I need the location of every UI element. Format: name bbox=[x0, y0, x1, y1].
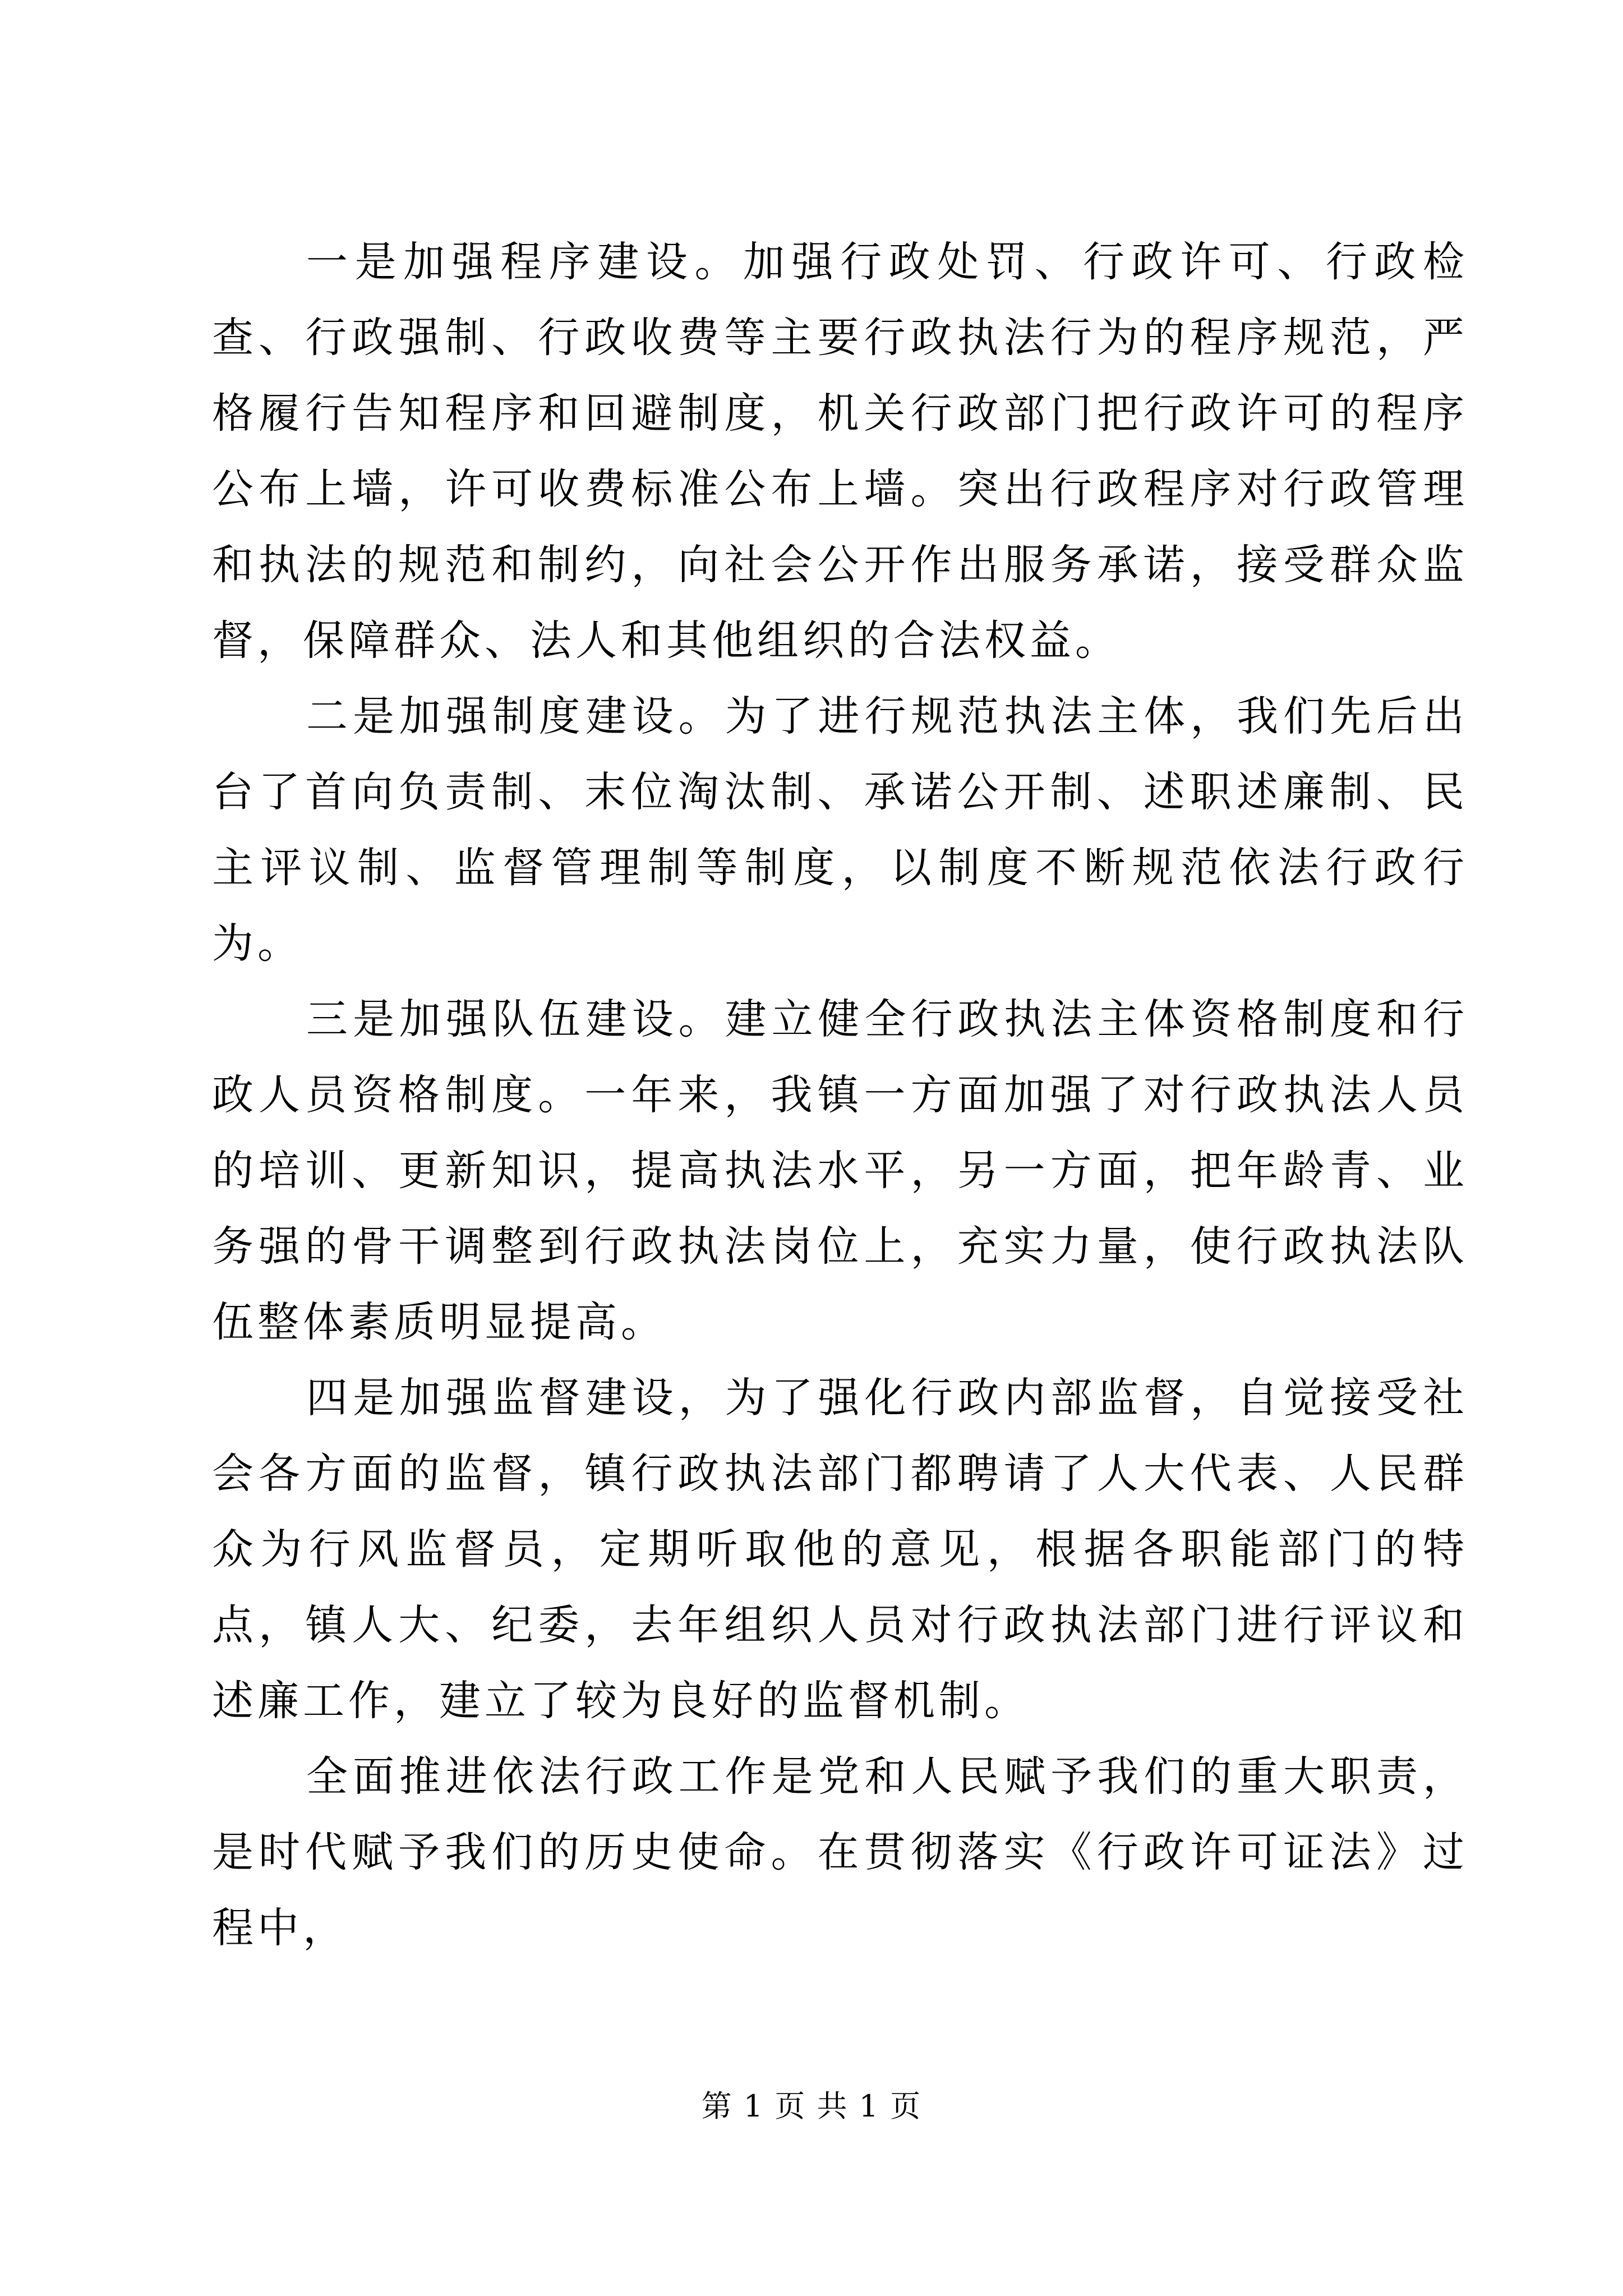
paragraph-supervision: 四是加强监督建设，为了强化行政内部监督，自觉接受社会各方面的监督，镇行政执法部门都聘请了人大代表、人民群众为行风监督员，定期听取他的意见，根据各职能部门的特点，镇人大、纪委，去年组织人员对行政执法部门进行评议和述廉工作，建立了较为良好的监督机制。 bbox=[212, 1374, 1468, 1725]
paragraph-procedure: 一是加强程序建设。加强行政处罚、行政许可、行政检查、行政强制、行政收费等主要行政执法行为的程序规范，严格履行告知程序和回避制度，机关行政部门把行政许可的程序公布上墙，许可收费标准公布上墙。突出行政程序对行政管理和执法的规范和制约，向社会公开作出服务承诺，接受群众监督，保障群众、法人和其他组织的合法权益。 bbox=[212, 238, 1468, 665]
paragraph-conclusion: 全面推进依法行政工作是党和人民赋予我们的重大职责，是时代赋予我们的历史使命。在贯彻落实《行政许可证法》过程中， bbox=[212, 1752, 1468, 1952]
paragraph-system: 二是加强制度建设。为了进行规范执法主体，我们先后出台了首向负责制、末位淘汰制、承诺公开制、述职述廉制、民主评议制、监督管理制等制度，以制度不断规范依法行政行为。 bbox=[212, 692, 1468, 968]
document-body bbox=[212, 224, 1468, 1966]
page-footer: 第 1 页 共 1 页 bbox=[701, 2088, 922, 2124]
paragraph-team: 三是加强队伍建设。建立健全行政执法主体资格制度和行政人员资格制度。一年来，我镇一方面加强了对行政执法人员的培训、更新知识，提高执法水平，另一方面，把年龄青、业务强的骨干调整到行政执法岗位上，充实力量，使行政执法队伍整体素质明显提高。 bbox=[212, 995, 1468, 1346]
